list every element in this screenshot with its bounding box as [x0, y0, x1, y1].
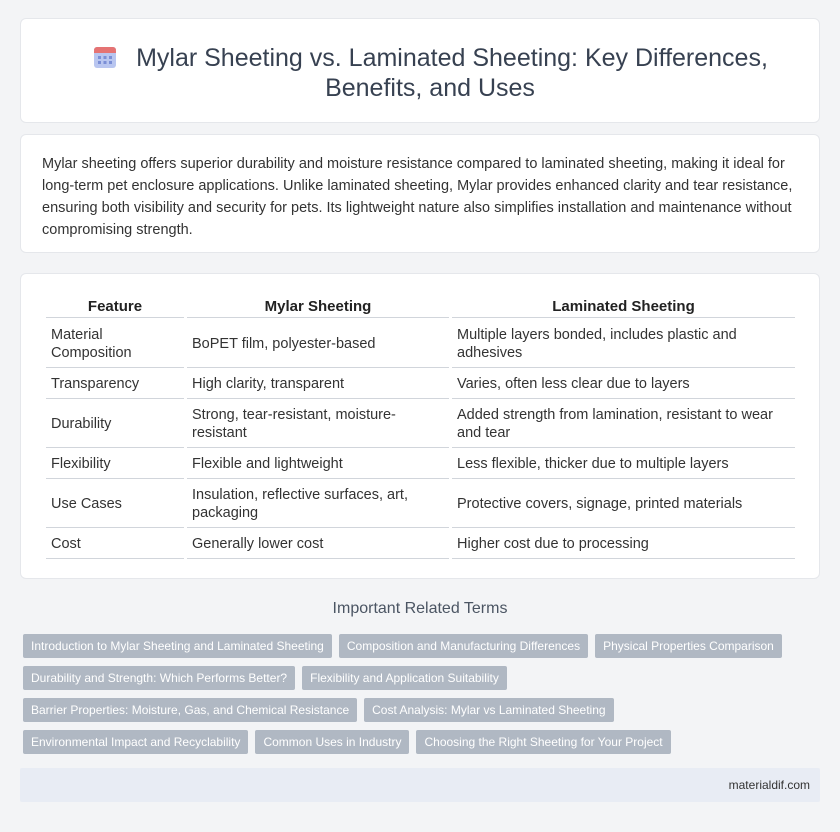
related-term-tag[interactable]: Physical Properties Comparison — [595, 634, 782, 658]
table-cell: Durability — [46, 399, 184, 448]
related-term-tag[interactable]: Durability and Strength: Which Performs Better? — [23, 666, 295, 690]
comparison-card — [20, 273, 820, 579]
table-cell: Material Composition — [46, 318, 184, 368]
table-cell: Use Cases — [46, 479, 184, 528]
header-mylar: Mylar Sheeting — [187, 294, 449, 318]
intro-text: Mylar sheeting offers superior durability and moisture resistance compared to laminated sheeting, making it ideal for long-term pet enclosure applications. Unlike laminated sheeting, Mylar provides enhanced clarity and tear resistance, ensuring both visibility and security for pets. Its lightweight nature also simplifies installation and maintenance without compromising strength. — [42, 156, 793, 238]
table-cell: Added strength from lamination, resistant to wear and tear — [452, 399, 795, 448]
table-row — [46, 368, 795, 399]
related-term-tag[interactable]: Common Uses in Industry — [255, 730, 409, 754]
header-feature: Feature — [46, 294, 184, 318]
intro-card — [20, 134, 820, 253]
table-cell: Less flexible, thicker due to multiple layers — [452, 448, 795, 479]
calendar-icon — [92, 44, 118, 70]
table-cell: Protective covers, signage, printed materials — [452, 479, 795, 528]
table-row — [46, 399, 795, 448]
table-cell: Higher cost due to processing — [452, 528, 795, 559]
footer-site-link[interactable]: materialdif.com — [728, 778, 810, 792]
table-cell: Flexible and lightweight — [187, 448, 449, 479]
table-row — [46, 528, 795, 559]
table-row — [46, 448, 795, 479]
related-term-tag[interactable]: Composition and Manufacturing Differences — [339, 634, 588, 658]
table-cell: High clarity, transparent — [187, 368, 449, 399]
table-cell: Multiple layers bonded, includes plastic and adhesives — [452, 318, 795, 368]
table-cell: Varies, often less clear due to layers — [452, 368, 795, 399]
table-cell: Transparency — [46, 368, 184, 399]
table-header-row — [46, 294, 795, 318]
header-card — [20, 18, 820, 123]
related-term-tag[interactable]: Environmental Impact and Recyclability — [23, 730, 248, 754]
related-term-tag[interactable]: Cost Analysis: Mylar vs Laminated Sheeting — [364, 698, 613, 722]
related-term-tag[interactable]: Flexibility and Application Suitability — [302, 666, 507, 690]
related-term-tag[interactable]: Introduction to Mylar Sheeting and Laminated Sheeting — [23, 634, 332, 658]
related-terms-title: Important Related Terms — [332, 600, 508, 617]
header-laminated: Laminated Sheeting — [452, 294, 795, 318]
page-title-wrap — [61, 43, 799, 103]
table-row — [46, 479, 795, 528]
table-cell: Generally lower cost — [187, 528, 449, 559]
table-cell: Cost — [46, 528, 184, 559]
table-cell: Insulation, reflective surfaces, art, packaging — [187, 479, 449, 528]
related-terms-list — [23, 634, 803, 762]
table-cell: Flexibility — [46, 448, 184, 479]
footer-bar — [20, 768, 820, 802]
table-cell: Strong, tear-resistant, moisture-resistant — [187, 399, 449, 448]
table-row — [46, 318, 795, 368]
related-term-tag[interactable]: Barrier Properties: Moisture, Gas, and Chemical Resistance — [23, 698, 357, 722]
related-term-tag[interactable]: Choosing the Right Sheeting for Your Project — [416, 730, 670, 754]
page-title: Mylar Sheeting vs. Laminated Sheeting: Key Differences, Benefits, and Uses — [136, 44, 768, 102]
table-cell: BoPET film, polyester-based — [187, 318, 449, 368]
comparison-table — [43, 294, 798, 559]
